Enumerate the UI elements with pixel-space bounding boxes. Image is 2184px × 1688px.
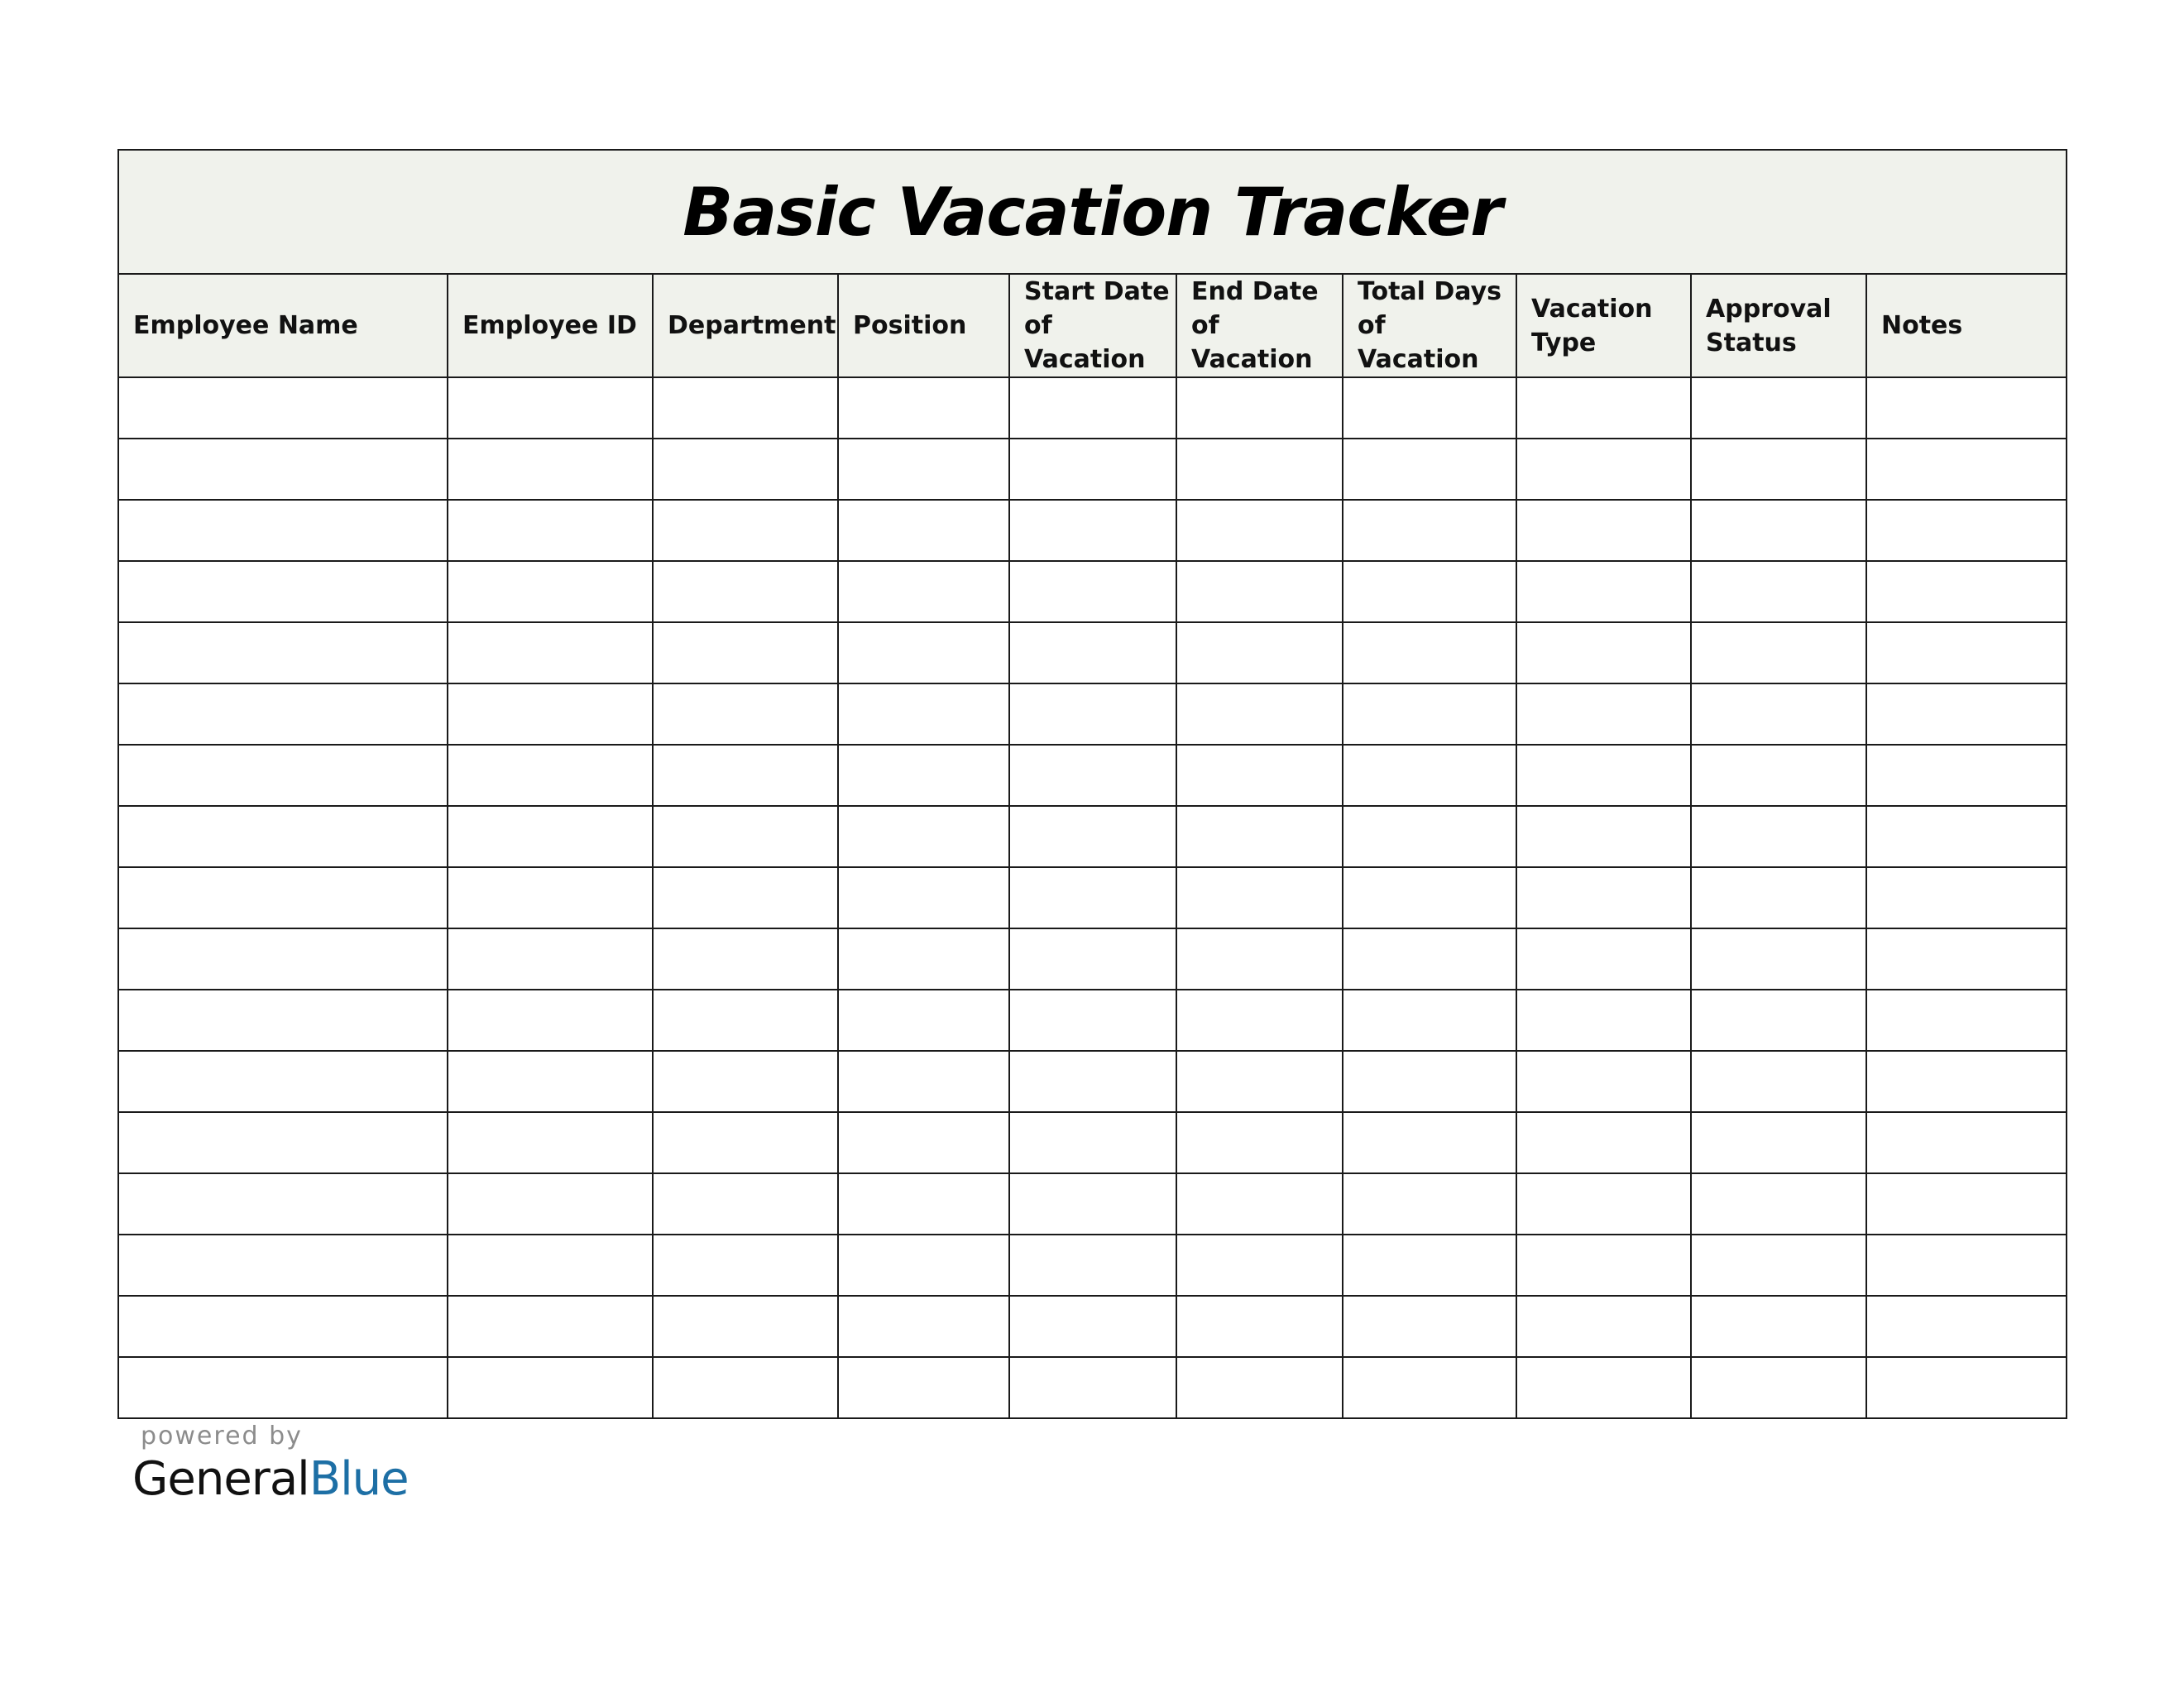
brand-logo-blue: Blue [309, 1452, 409, 1506]
table-cell-start-date[interactable] [1009, 500, 1176, 561]
table-cell-position[interactable] [838, 1051, 1009, 1112]
column-header-start-date: Start Date of Vacation [1009, 274, 1176, 377]
table-cell-employee-id[interactable] [448, 1357, 653, 1418]
table-cell-employee-name[interactable] [118, 377, 448, 439]
table-cell-total-days[interactable] [1343, 990, 1516, 1051]
table-cell-employee-id[interactable] [448, 683, 653, 745]
table-cell-department[interactable] [653, 683, 838, 745]
table-cell-end-date[interactable] [1176, 1296, 1343, 1357]
table-cell-notes[interactable] [1866, 683, 2067, 745]
table-cell-position[interactable] [838, 806, 1009, 867]
table-cell-notes[interactable] [1866, 377, 2067, 439]
table-cell-employee-name[interactable] [118, 1296, 448, 1357]
table-cell-start-date[interactable] [1009, 806, 1176, 867]
table-cell-department[interactable] [653, 1296, 838, 1357]
table-cell-department[interactable] [653, 622, 838, 683]
table-cell-vacation-type[interactable] [1516, 439, 1691, 500]
table-cell-department[interactable] [653, 1112, 838, 1173]
table-cell-vacation-type[interactable] [1516, 1051, 1691, 1112]
table-cell-department[interactable] [653, 1235, 838, 1296]
table-cell-position[interactable] [838, 683, 1009, 745]
table-cell-employee-name[interactable] [118, 1235, 448, 1296]
table-cell-total-days[interactable] [1343, 1296, 1516, 1357]
table-cell-end-date[interactable] [1176, 1112, 1343, 1173]
table-cell-end-date[interactable] [1176, 928, 1343, 990]
table-cell-end-date[interactable] [1176, 561, 1343, 622]
table-cell-end-date[interactable] [1176, 1235, 1343, 1296]
table-cell-employee-name[interactable] [118, 500, 448, 561]
table-row [118, 1296, 2067, 1357]
table-cell-employee-id[interactable] [448, 500, 653, 561]
table-cell-notes[interactable] [1866, 561, 2067, 622]
table-cell-position[interactable] [838, 622, 1009, 683]
table-cell-employee-id[interactable] [448, 1235, 653, 1296]
table-cell-notes[interactable] [1866, 867, 2067, 928]
table-cell-approval-status[interactable] [1691, 806, 1866, 867]
table-cell-end-date[interactable] [1176, 1051, 1343, 1112]
table-cell-start-date[interactable] [1009, 1235, 1176, 1296]
table-cell-vacation-type[interactable] [1516, 500, 1691, 561]
table-cell-vacation-type[interactable] [1516, 561, 1691, 622]
table-cell-department[interactable] [653, 439, 838, 500]
table-cell-total-days[interactable] [1343, 806, 1516, 867]
table-cell-position[interactable] [838, 1112, 1009, 1173]
table-cell-approval-status[interactable] [1691, 1357, 1866, 1418]
table-row [118, 1173, 2067, 1235]
table-cell-approval-status[interactable] [1691, 990, 1866, 1051]
table-cell-start-date[interactable] [1009, 928, 1176, 990]
table-cell-total-days[interactable] [1343, 683, 1516, 745]
table-cell-start-date[interactable] [1009, 1051, 1176, 1112]
table-cell-approval-status[interactable] [1691, 561, 1866, 622]
table-cell-end-date[interactable] [1176, 745, 1343, 806]
table-cell-total-days[interactable] [1343, 745, 1516, 806]
column-header-end-date: End Date of Vacation [1176, 274, 1343, 377]
table-cell-total-days[interactable] [1343, 377, 1516, 439]
table-cell-total-days[interactable] [1343, 500, 1516, 561]
column-header-approval-status: Approval Status [1691, 274, 1866, 377]
table-row [118, 561, 2067, 622]
table-cell-employee-id[interactable] [448, 806, 653, 867]
table-cell-position[interactable] [838, 745, 1009, 806]
table-cell-total-days[interactable] [1343, 1357, 1516, 1418]
column-header-total-days: Total Days of Vacation [1343, 274, 1516, 377]
table-cell-total-days[interactable] [1343, 439, 1516, 500]
column-header-employee-id: Employee ID [448, 274, 653, 377]
table-cell-total-days[interactable] [1343, 928, 1516, 990]
table-cell-notes[interactable] [1866, 439, 2067, 500]
column-header-row [118, 274, 2067, 377]
table-cell-employee-id[interactable] [448, 1051, 653, 1112]
table-cell-total-days[interactable] [1343, 1235, 1516, 1296]
table-cell-end-date[interactable] [1176, 1357, 1343, 1418]
table-cell-total-days[interactable] [1343, 1112, 1516, 1173]
table-cell-employee-id[interactable] [448, 622, 653, 683]
table-cell-start-date[interactable] [1009, 561, 1176, 622]
table-cell-approval-status[interactable] [1691, 1112, 1866, 1173]
table-cell-department[interactable] [653, 1357, 838, 1418]
table-cell-department[interactable] [653, 928, 838, 990]
table-cell-position[interactable] [838, 377, 1009, 439]
table-cell-start-date[interactable] [1009, 439, 1176, 500]
table-cell-department[interactable] [653, 1173, 838, 1235]
table-cell-department[interactable] [653, 867, 838, 928]
column-header-employee-name: Employee Name [118, 274, 448, 377]
table-cell-employee-id[interactable] [448, 1296, 653, 1357]
table-cell-approval-status[interactable] [1691, 377, 1866, 439]
table-cell-department[interactable] [653, 500, 838, 561]
table-row [118, 377, 2067, 439]
table-cell-approval-status[interactable] [1691, 745, 1866, 806]
table-cell-position[interactable] [838, 1357, 1009, 1418]
table-cell-position[interactable] [838, 1235, 1009, 1296]
table-cell-employee-id[interactable] [448, 439, 653, 500]
table-cell-start-date[interactable] [1009, 1357, 1176, 1418]
table-cell-employee-id[interactable] [448, 745, 653, 806]
table-cell-employee-id[interactable] [448, 990, 653, 1051]
table-cell-vacation-type[interactable] [1516, 1173, 1691, 1235]
table-cell-position[interactable] [838, 439, 1009, 500]
table-cell-start-date[interactable] [1009, 683, 1176, 745]
table-cell-notes[interactable] [1866, 1235, 2067, 1296]
table-cell-employee-id[interactable] [448, 928, 653, 990]
table-cell-position[interactable] [838, 990, 1009, 1051]
table-cell-employee-name[interactable] [118, 683, 448, 745]
table-cell-notes[interactable] [1866, 622, 2067, 683]
table-row [118, 1235, 2067, 1296]
table-cell-department[interactable] [653, 745, 838, 806]
table-cell-total-days[interactable] [1343, 622, 1516, 683]
table-row [118, 622, 2067, 683]
table-cell-end-date[interactable] [1176, 500, 1343, 561]
column-header-vacation-type: Vacation Type [1516, 274, 1691, 377]
table-cell-vacation-type[interactable] [1516, 1112, 1691, 1173]
column-header-notes: Notes [1866, 274, 2067, 377]
table-cell-vacation-type[interactable] [1516, 745, 1691, 806]
column-header-department: Department [653, 274, 838, 377]
table-cell-department[interactable] [653, 806, 838, 867]
table-cell-employee-name[interactable] [118, 1112, 448, 1173]
table-cell-notes[interactable] [1866, 745, 2067, 806]
table-row [118, 1051, 2067, 1112]
table-cell-department[interactable] [653, 1051, 838, 1112]
table-cell-end-date[interactable] [1176, 377, 1343, 439]
table-row [118, 1112, 2067, 1173]
table-cell-employee-name[interactable] [118, 561, 448, 622]
table-cell-end-date[interactable] [1176, 990, 1343, 1051]
table-cell-start-date[interactable] [1009, 990, 1176, 1051]
table-cell-department[interactable] [653, 561, 838, 622]
vacation-tracker-table [117, 149, 2067, 1419]
table-cell-employee-id[interactable] [448, 1173, 653, 1235]
table-cell-employee-name[interactable] [118, 1173, 448, 1235]
table-cell-approval-status[interactable] [1691, 1296, 1866, 1357]
table-cell-employee-name[interactable] [118, 745, 448, 806]
table-cell-notes[interactable] [1866, 928, 2067, 990]
table-cell-employee-name[interactable] [118, 622, 448, 683]
table-row [118, 745, 2067, 806]
table-cell-approval-status[interactable] [1691, 622, 1866, 683]
table-cell-employee-name[interactable] [118, 439, 448, 500]
page-title: Basic Vacation Tracker [118, 150, 2067, 274]
table-cell-employee-id[interactable] [448, 377, 653, 439]
table-cell-total-days[interactable] [1343, 867, 1516, 928]
table-cell-vacation-type[interactable] [1516, 622, 1691, 683]
table-cell-total-days[interactable] [1343, 561, 1516, 622]
table-cell-end-date[interactable] [1176, 622, 1343, 683]
table-cell-start-date[interactable] [1009, 867, 1176, 928]
table-cell-position[interactable] [838, 561, 1009, 622]
table-cell-start-date[interactable] [1009, 1173, 1176, 1235]
table-cell-vacation-type[interactable] [1516, 867, 1691, 928]
table-cell-vacation-type[interactable] [1516, 377, 1691, 439]
table-cell-approval-status[interactable] [1691, 500, 1866, 561]
column-header-position: Position [838, 274, 1009, 377]
table-cell-employee-id[interactable] [448, 561, 653, 622]
table-cell-position[interactable] [838, 928, 1009, 990]
table-cell-vacation-type[interactable] [1516, 806, 1691, 867]
table-cell-notes[interactable] [1866, 990, 2067, 1051]
table-cell-start-date[interactable] [1009, 1112, 1176, 1173]
table-cell-approval-status[interactable] [1691, 439, 1866, 500]
table-cell-end-date[interactable] [1176, 867, 1343, 928]
table-cell-employee-id[interactable] [448, 1112, 653, 1173]
table-cell-position[interactable] [838, 1173, 1009, 1235]
table-cell-employee-name[interactable] [118, 806, 448, 867]
powered-by-label: powered by [141, 1422, 303, 1451]
table-cell-total-days[interactable] [1343, 1173, 1516, 1235]
table-cell-approval-status[interactable] [1691, 1235, 1866, 1296]
table-cell-vacation-type[interactable] [1516, 1357, 1691, 1418]
table-row [118, 990, 2067, 1051]
table-cell-vacation-type[interactable] [1516, 1235, 1691, 1296]
table-cell-employee-name[interactable] [118, 1051, 448, 1112]
table-cell-start-date[interactable] [1009, 745, 1176, 806]
table-row [118, 439, 2067, 500]
table-cell-department[interactable] [653, 990, 838, 1051]
title-row [118, 150, 2067, 274]
table-row [118, 500, 2067, 561]
brand-logo [132, 1452, 409, 1507]
table-cell-employee-name[interactable] [118, 928, 448, 990]
table-cell-approval-status[interactable] [1691, 867, 1866, 928]
table-cell-notes[interactable] [1866, 500, 2067, 561]
table-cell-start-date[interactable] [1009, 1296, 1176, 1357]
table-row [118, 806, 2067, 867]
table-cell-approval-status[interactable] [1691, 928, 1866, 990]
table-cell-position[interactable] [838, 1296, 1009, 1357]
table-cell-vacation-type[interactable] [1516, 928, 1691, 990]
table-cell-notes[interactable] [1866, 1051, 2067, 1112]
footer [132, 1422, 409, 1507]
table-cell-vacation-type[interactable] [1516, 683, 1691, 745]
table-cell-department[interactable] [653, 377, 838, 439]
table-row [118, 1357, 2067, 1418]
table-cell-end-date[interactable] [1176, 1173, 1343, 1235]
table-cell-start-date[interactable] [1009, 622, 1176, 683]
table-cell-vacation-type[interactable] [1516, 1296, 1691, 1357]
table-cell-vacation-type[interactable] [1516, 990, 1691, 1051]
table-cell-position[interactable] [838, 500, 1009, 561]
table-cell-employee-name[interactable] [118, 867, 448, 928]
table-cell-end-date[interactable] [1176, 683, 1343, 745]
table-cell-employee-id[interactable] [448, 867, 653, 928]
table-cell-total-days[interactable] [1343, 1051, 1516, 1112]
table-cell-notes[interactable] [1866, 1173, 2067, 1235]
table-cell-position[interactable] [838, 867, 1009, 928]
brand-logo-general: General [132, 1452, 309, 1506]
table-row [118, 928, 2067, 990]
table-cell-approval-status[interactable] [1691, 1173, 1866, 1235]
table-row [118, 683, 2067, 745]
table-cell-employee-name[interactable] [118, 990, 448, 1051]
table-cell-end-date[interactable] [1176, 806, 1343, 867]
table-row [118, 867, 2067, 928]
table-cell-notes[interactable] [1866, 1357, 2067, 1418]
table-cell-approval-status[interactable] [1691, 683, 1866, 745]
table-cell-notes[interactable] [1866, 1112, 2067, 1173]
table-cell-start-date[interactable] [1009, 377, 1176, 439]
table-cell-notes[interactable] [1866, 806, 2067, 867]
table-cell-approval-status[interactable] [1691, 1051, 1866, 1112]
table-cell-notes[interactable] [1866, 1296, 2067, 1357]
table-body [118, 377, 2067, 1418]
table-cell-employee-name[interactable] [118, 1357, 448, 1418]
table-cell-end-date[interactable] [1176, 439, 1343, 500]
